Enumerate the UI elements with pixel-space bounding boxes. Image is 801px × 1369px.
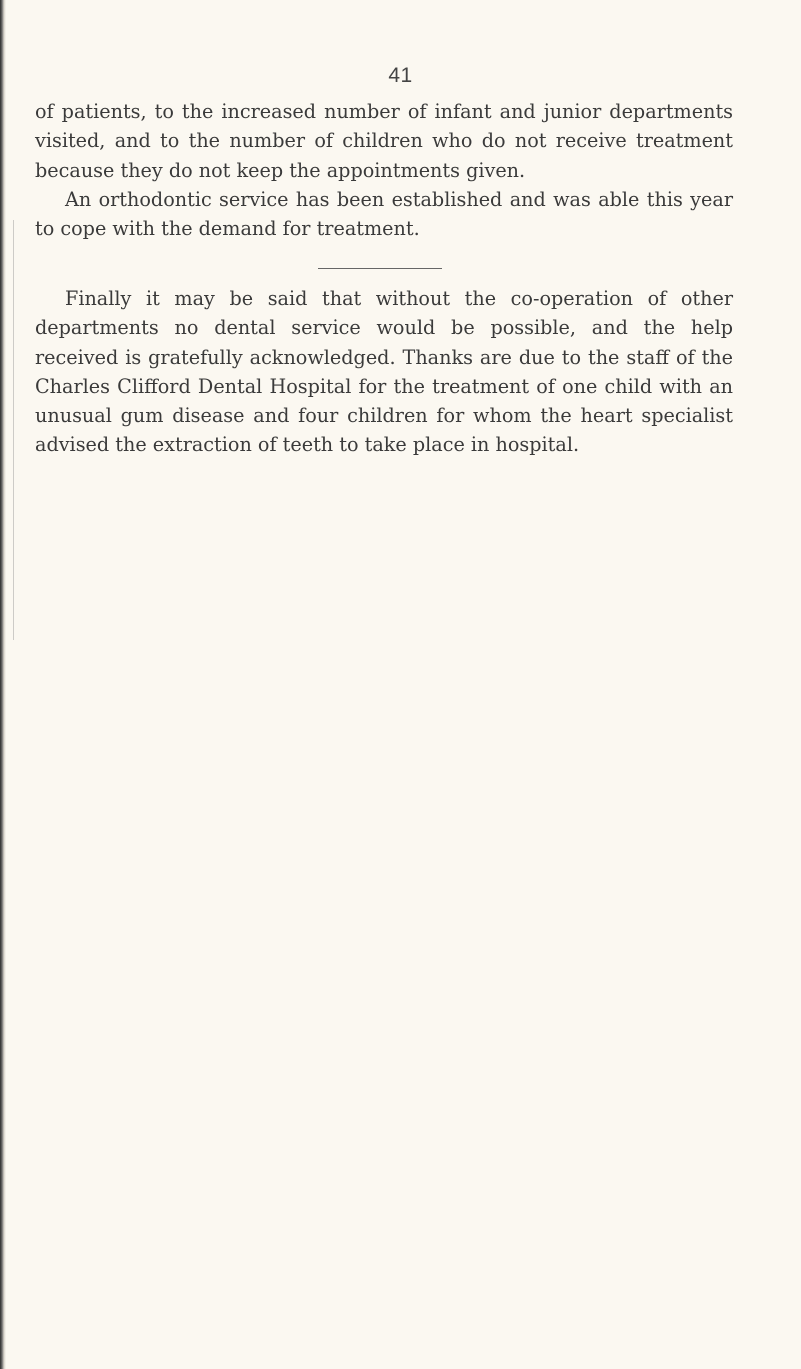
paragraph-orthodontic-service: An orthodontic service has been established and was able this year to cope with the demand for treatment. bbox=[35, 188, 733, 241]
paragraph-continued: of patients, to the increased number of infant and junior departments visited, and to the number of children who do not receive treatment because they do not keep the appointments given. bbox=[35, 100, 733, 182]
page-binding-edge bbox=[0, 0, 6, 1369]
page-shadow-line bbox=[13, 220, 14, 640]
paragraph-acknowledgements: Finally it may be said that without the co-operation of other departments no dental service would be possible, and the help received is gratefully acknowledged. Thanks are due to the staff of the Charles Clifford Dental Hospital for the treatment of one child with an unusual gum disease and four children for whom the heart specialist advised the extraction of teeth to take place in hospital. bbox=[35, 287, 733, 457]
section-divider bbox=[318, 268, 442, 269]
page-number: 41 bbox=[388, 64, 413, 87]
